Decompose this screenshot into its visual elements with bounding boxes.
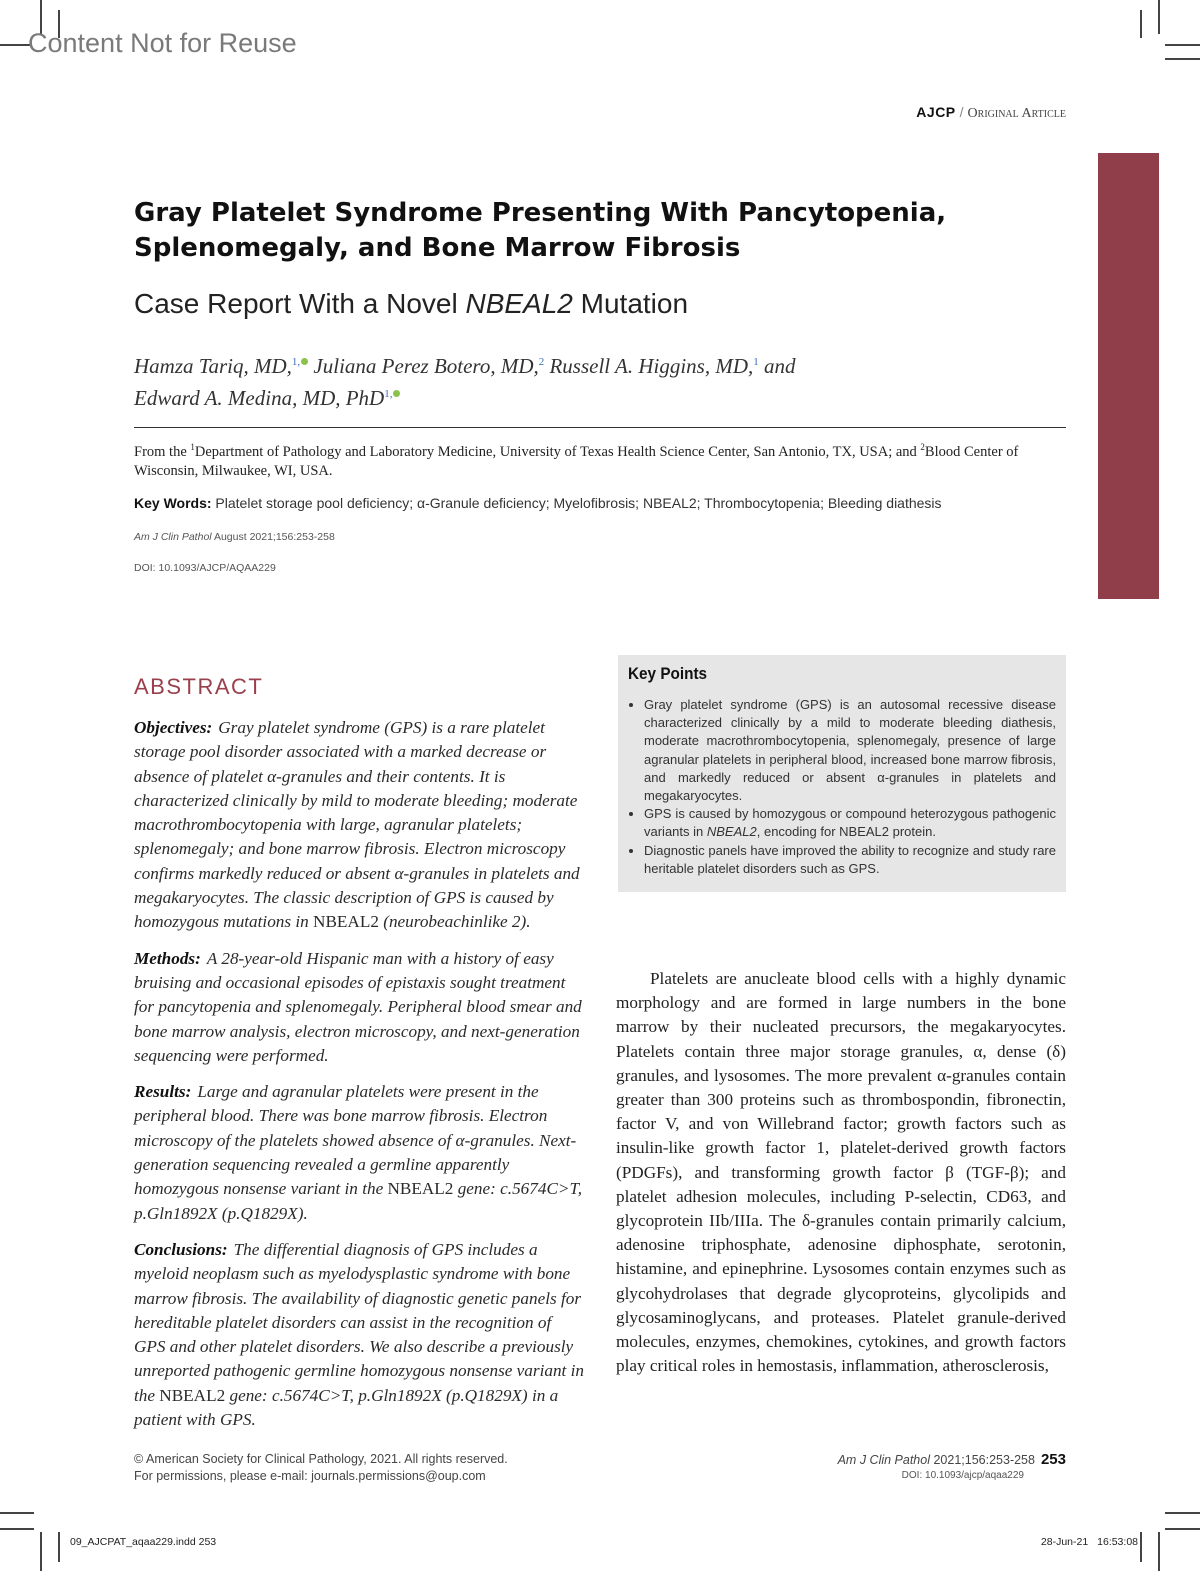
- subtitle-gene: NBEAL2: [465, 288, 573, 319]
- crop-mark: [40, 1532, 42, 1571]
- crop-mark: [0, 44, 30, 46]
- key-points-box: [618, 655, 1066, 892]
- running-header: [916, 104, 1066, 122]
- key-points-list: [628, 696, 1056, 878]
- abstract-conclusions: Conclusions: The differential diagnosis of GPS includes a myeloid neoplasm such as myelodysplastic syndrome with bone marrow fibrosis. The availability of diagnostic genetic panels for hereditable platelet disorders can assist in the recognition of GPS and other platelet disorders. We also describe a previously unreported pathogenic germline homozygous nonsense variant in the NBEAL2 gene: c.5674C>T, p.Gln1892X (p.Q1829X) in a patient with GPS.: [134, 1239, 584, 1430]
- keywords-label: Key Words:: [134, 495, 212, 511]
- author-name[interactable]: Russell A. Higgins, MD,: [549, 354, 754, 378]
- crop-mark: [1165, 44, 1200, 46]
- crop-mark: [1165, 58, 1200, 60]
- citation: Am J Clin Pathol August 2021;156:253-258: [134, 531, 335, 543]
- key-point-item: • GPS is caused by homozygous or compound heterozygous pathogenic variants in NBEAL2, encoding for NBEAL2 protein.: [644, 805, 1056, 841]
- affiliations: From the $^1$Department of Pathology and Laboratory Medicine, University of Texas Health Science Center, San Antonio, TX, USA; and $^2$Blood Center of Wisconsin, Milwaukee, WI, USA.: [134, 442, 1019, 479]
- title-line: Gray Platelet Syndrome Presenting With Pancytopenia,: [134, 198, 947, 228]
- doi[interactable]: DOI: 10.1093/AJCP/AQAA229: [134, 562, 276, 574]
- abstract-results: Results: Large and agranular platelets were present in the peripheral blood. There was bone marrow fibrosis. Electron microscopy of the platelets showed absence of α-granules. Next-generation sequencing revealed a germline apparently homozygous nonsense variant in the NBEAL2 gene: c.5674C>T, p.Gln1892X (p.Q1829X).: [134, 1082, 583, 1223]
- crop-mark: [1158, 0, 1160, 34]
- abstract-heading: ABSTRACT: [134, 674, 264, 699]
- title-line: Splenomegaly, and Bone Marrow Fibrosis: [134, 233, 741, 263]
- page-number: 253: [1040, 1451, 1066, 1468]
- permissions-notice: For permissions, please e-mail: journals.permissions@oup.com: [134, 1469, 486, 1483]
- crop-mark: [0, 1512, 34, 1514]
- article-subtitle: [134, 288, 688, 320]
- author-affiliation-ref: 1: [753, 356, 759, 368]
- keywords: [134, 495, 1066, 511]
- orcid-icon[interactable]: [393, 390, 400, 397]
- abstract-objectives: Objectives: Gray platelet syndrome (GPS) is a rare platelet storage pool disorder associated with a marked decrease or absence of platelet α-granules and their contents. It is characterized clinically by mild to moderate bleeding; moderate macrothrombocytopenia with large, agranular platelets; splenomegaly; and bone marrow fibrosis. Electron microscopy confirms markedly reduced or absent α-granules in platelets and megakaryocytes. The classic description of GPS is caused by homozygous mutations in NBEAL2 (neurobeachinlike 2).: [134, 718, 580, 932]
- author-list: Hamza Tariq, MD,$^{1,}$ Juliana Perez Botero, MD,$^2$ Russell A. Higgins, MD,$^1$ and Edward A. Medina, MD, PhD$^{1,}$: [134, 354, 796, 410]
- key-point-item: • Gray platelet syndrome (GPS) is an autosomal recessive disease characterized clinically by a mild to moderate bleeding diathesis, moderate macrothrombocytopenia, splenomegaly, presence of large agranular platelets in peripheral blood, increased bone marrow fibrosis, and markedly reduced or absent α-granules in platelets and megakaryocytes.: [644, 696, 1056, 805]
- accent-bar: [1098, 153, 1159, 599]
- article-title: [134, 196, 1054, 266]
- author-affiliation-ref: 2: [538, 356, 545, 368]
- author-affiliation-ref: 1,: [291, 356, 301, 368]
- author-affiliation-ref: 1,: [384, 388, 393, 400]
- print-slug-datetime: 28-Jun-21 16:53:08: [1040, 1536, 1138, 1548]
- crop-mark: [1165, 1528, 1200, 1530]
- subtitle-text: Mutation: [572, 288, 689, 319]
- keywords-list: Platelet storage pool deficiency; α-Granule deficiency; Myelofibrosis; NBEAL2; Thrombocytopenia; Bleeding diathesis: [211, 495, 942, 511]
- divider: [134, 427, 1066, 428]
- author-name[interactable]: Juliana Perez Botero, MD,: [313, 354, 539, 378]
- author-name[interactable]: Hamza Tariq, MD,: [134, 354, 292, 378]
- footer-copyright: [134, 1451, 508, 1485]
- copyright-notice: © American Society for Clinical Pathology, 2021. All rights reserved.: [134, 1452, 508, 1466]
- key-point-item: • Diagnostic panels have improved the ability to recognize and study rare heritable platelet disorders such as GPS.: [644, 842, 1056, 878]
- journal-name: AJCP: [916, 104, 956, 120]
- watermark: Content Not for Reuse: [28, 28, 297, 58]
- print-slug-file: 09_AJCPAT_aqaa229.indd 253: [70, 1536, 217, 1548]
- crop-mark: [1158, 1532, 1160, 1571]
- crop-mark: [0, 1528, 34, 1530]
- abstract-methods: Methods: A 28-year-old Hispanic man with a history of easy bruising and occasional episodes of epistaxis sought treatment for pancytopenia and splenomegaly. Peripheral blood smear and bone marrow analysis, electron microscopy, and next-generation sequencing were performed.: [134, 948, 582, 1065]
- crop-mark: [1140, 10, 1142, 38]
- crop-mark: [1165, 1512, 1200, 1514]
- crop-mark: [1140, 1532, 1142, 1562]
- author-name[interactable]: Edward A. Medina, MD, PhD: [134, 386, 385, 410]
- crop-mark: [58, 1532, 60, 1562]
- body-paragraph: Platelets are anucleate blood cells with a highly dynamic morphology and are formed in large numbers in the bone marrow by their nucleated precursors, the megakaryocytes. Platelets contain three major storage granules, α, dense (δ) granules, and lysosomes. The more prevalent α-granules contain greater than 300 proteins such as thrombospondin, fibronectin, factor V, and von Willebrand factor; growth factors such as insulin-like growth factor 1, platelet-derived growth factors (PDGFs), and transforming growth factor β (TGF-β); and platelet adhesion molecules, including P-selectin, CD63, and glycoprotein IIb/IIIa. The δ-granules contain primarily calcium, adenosine triphosphate, adenosine diphosphate, serotonin, histamine, and epinephrine. Lysosomes contain enzymes such as glycohydrolases that degrade glycoproteins, glycolipids and glycosaminoglycans, and proteases. Platelet granule-derived molecules, enzymes, chemokines, cytokines, and growth factors play critical roles in hemostasis, inflammation, atherosclerosis,: [616, 969, 1066, 1376]
- header-separator: /: [959, 104, 964, 120]
- footer-doi[interactable]: DOI: 10.1093/ajcp/aqaa229: [901, 1470, 1024, 1481]
- key-points-heading: Key Points: [628, 664, 708, 683]
- footer-citation: Am J Clin Pathol 2021;156:253-258 253 DOI: 10.1093/ajcp/aqaa229: [837, 1451, 1066, 1481]
- subtitle-text: Case Report With a Novel: [134, 288, 466, 319]
- abstract-body: [134, 716, 586, 1444]
- article-section: Original Article: [967, 106, 1066, 121]
